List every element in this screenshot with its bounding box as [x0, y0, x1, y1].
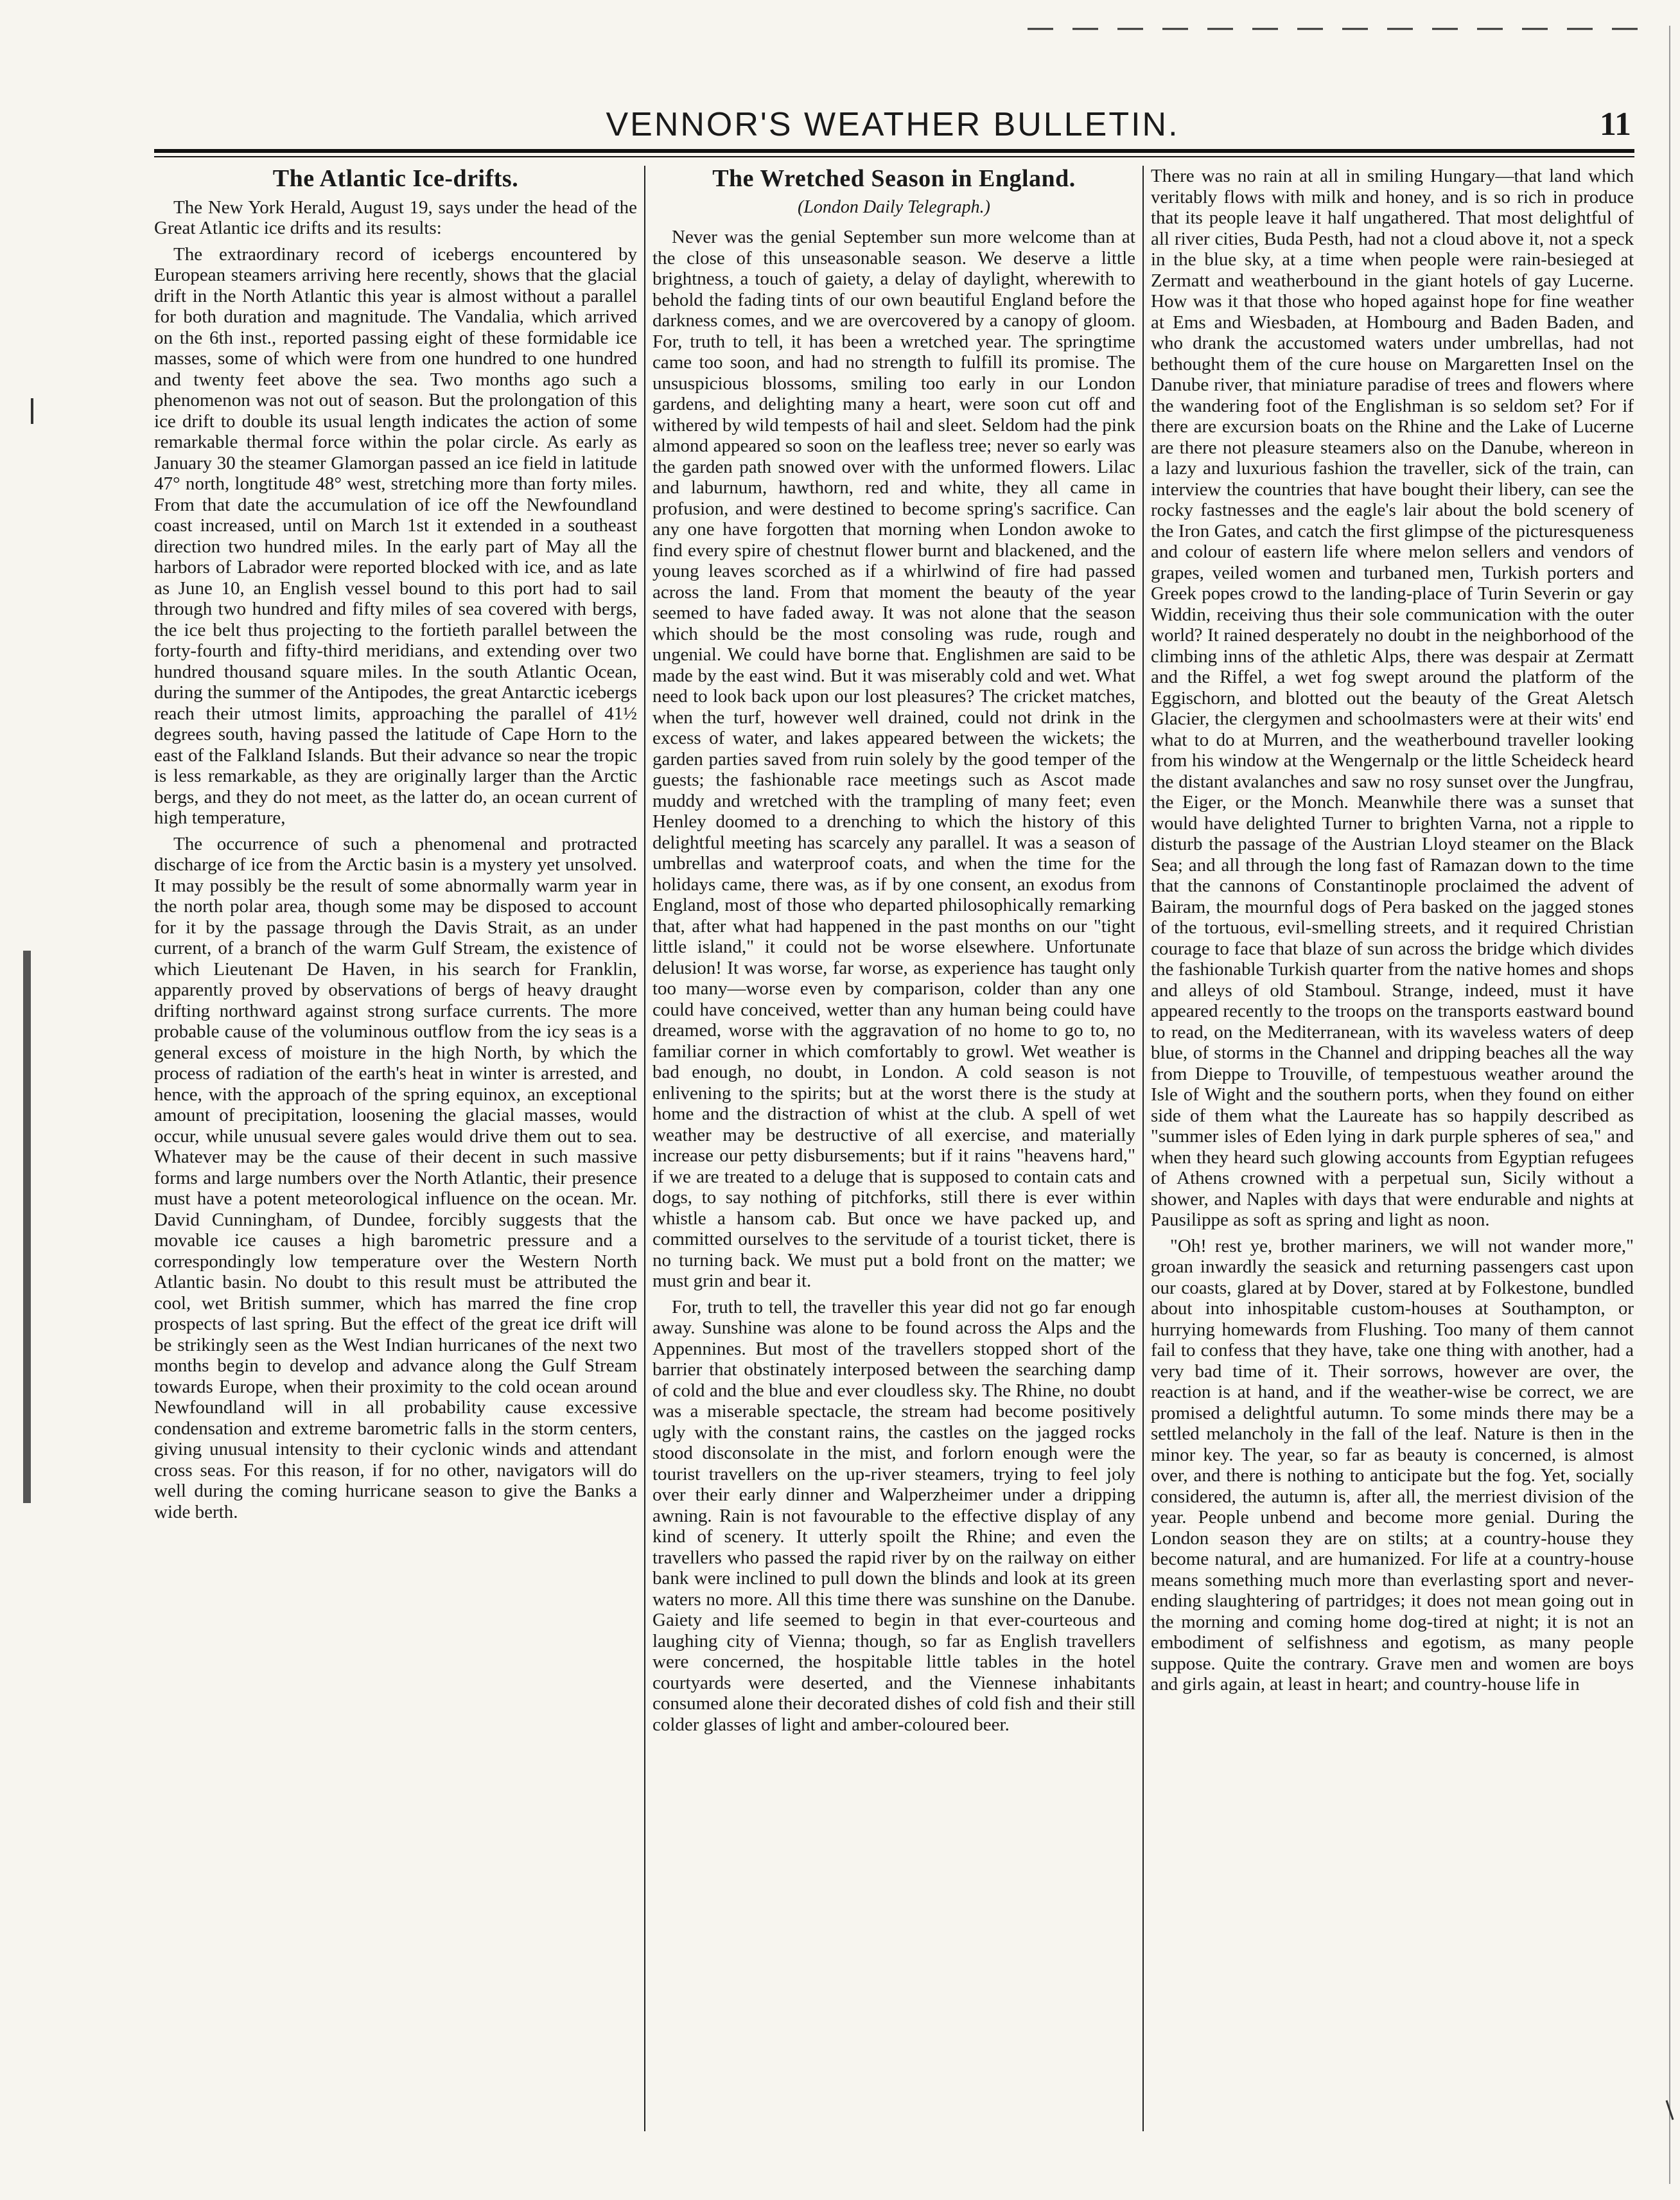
column-continuation: [1151, 166, 1634, 2141]
header-rule-thick: [154, 149, 1634, 153]
right-edge-tick: [1667, 2100, 1673, 2120]
paragraph: The occurrence of such a phenomenal and protracted discharge of ice from the Arctic basin is a mystery yet unsolved. It may possibly be the result of some abnormally warm year in the north polar area, though some may be disposed to account for it by the passage through the Davis Strait, as an under current, of a branch of the warm Gulf Stream, the existence of which Lieutenant De Haven, in his search for Franklin, apparently proved by observations of bergs of heavy draught drifting northward against strong surface currents. The more probable cause of the voluminous outflow from the icy seas is a general excess of moisture in the high North, by which the process of radiation of the earth's heat in winter is arrested, and hence, with the approach of the spring equinox, an exceptional amount of precipitation, loosening the glacial masses, would occur, while unusual severe gales would drive them out to sea. Whatever may be the cause of their decent in such massive forms and large numbers over the North Atlantic, their presence must have a potent meteorological influence on the ocean. Mr. David Cunningham, of Dundee, forcibly suggests that the movable ice causes a high barometric pressure and a correspondingly low temperature over the Western North Atlantic basin. No doubt to this result must be attributed the cool, wet British summer, which has marred the fine crop prospects of last spring. But the effect of the great ice drift will be strikingly seen as the West Indian hurricanes of the next two months begin to develop and advance along the Gulf Stream towards Europe, when their proximity to the cold ocean around Newfoundland will in all probability cause excessive condensation and extreme barometric falls in the storm centers, giving unusual intensity to their cyclonic winds and attendant cross seas. For this reason, if for no other, navigators will do well during the coming hurricane season to give the Banks a wide berth.: [154, 833, 637, 1522]
header-rule-thin: [154, 156, 1634, 157]
paragraph: The extraordinary record of icebergs encountered by European steamers arriving here recently, shows that the glacial drift in the North Atlantic this year is almost without a parallel for both duration and magnitude. The Vandalia, which arrived on the 6th inst., reported passing eight of these formidable ice masses, some of which were from one hundred to one hundred and twenty feet above the sea. Two months ago such a phenomenon was not out of season. But the prolongation of this ice drift to double its usual length indicates the action of some remarkable thermal force within the polar circle. As early as January 30 the steamer Glamorgan passed an ice field in latitude 47° north, longtitude 48° west, stretching more than forty miles. From that date the accumulation of ice off the Newfoundland coast increased, until on March 1st it extended in a southeast direction two hundred miles. In the early part of May all the harbors of Labrador were reported blocked with ice, and as late as June 10, an English vessel bound to this port had to sail through two hundred and fifty miles of sea covered with bergs, the ice belt thus projecting to the fortieth parallel between the forty-fourth and fifty-third meridians, and extending over two hundred thousand square miles. In the south Atlantic Ocean, during the summer of the Antipodes, the great Antarctic icebergs reach their utmost limits, approaching the parallel of 41½ degrees south, having passed the latitude of Cape Horn to the east of the Falkland Islands. But their advance so near the tropic is less remarkable, as they are originally larger than the Arctic bergs, and they do not meet, as the latter do, an ocean current of high temperature,: [154, 243, 637, 828]
paragraph: Never was the genial September sun more welcome than at the close of this unseasonable season. We deserve a little brightness, a touch of gaiety, a delay of daylight, wherewith to behold the fading tints of our own beautiful England before the darkness comes, and we are overcovered by a canopy of gloom. For, truth to tell, it has been a wretched year. The springtime came too soon, and had no strength to fulfill its promise. The unsuspicious blossoms, smiling too early in our London gardens, and delighting many a heart, were soon cut off and withered by wild tempests of hail and sleet. Seldom had the pink almond appeared so soon on the leafless tree; never so early was the garden path snowed over with the unformed flowers. Lilac and laburnum, hawthorn, red and white, they all came in profusion, and were destined to become spring's sacrifice. Can any one have forgotten that morning when London awoke to find every spire of chestnut flower burnt and blackened, and the young leaves scorched as if a whirlwind of fire had passed across the land. From that moment the beauty of the year seemed to have faded away. It was not alone that the season which should be the most consoling was rude, rough and ungenial. We could have borne that. Englishmen are said to be made by the east wind. But it was miserably cold and wet. What need to look back upon our lost pleasures? The cricket matches, when the turf, however well drained, could not drink in the excess of water, and lakes appeared between the wickets; the garden parties saved from ruin solely by the good temper of the guests; the fashionable race meetings such as Ascot made muddy and wretched with the trampling of many feet; even Henley doomed to a drenching to which the history of this delightful meeting has scarcely any parallel. It was a season of umbrellas and waterproof coats, and when the time for the holidays came, there was, as if by one consent, an exodus from England, most of those who departed philosophically remarking that, after what had happened in the past months on our "tight little island," it could not be worse elsewhere. Unfortunate delusion! It was worse, far worse, as experience has taught only too many—worse even by comparison, colder than any one could have conceived, wetter than any human being could have dreamed, worse with the aggravation of no home to go to, no familiar corner in which comfortably to growl. Wet weather is bad enough, no doubt, in London. A cold season is not enlivening to the spirits; but at the worst there is the study at home and the distraction of whist at the club. A spell of wet weather may be destructive of all exercise, and materially increase our petty disbursements; but if it rains "heavens hard," if we are treated to a deluge that is supposed to contain cats and dogs, to say nothing of pitchforks, still there is ever within whistle a hansom cab. But once we have packed up, and committed ourselves to the servitude of a tourist ticket, there is no turning back. We must put a bold front on the matter; we must grin and bear it.: [652, 227, 1135, 1291]
article-source: (London Daily Telegraph.): [798, 197, 990, 217]
paragraph: There was no rain at all in smiling Hungary—that land which veritably flows with milk and honey, and is so rich in produce that its people leave it half ungathered. That most delightful of all river cities, Buda Pesth, had not a cloud above it, not a speck in the blue sky, at a time when people were rain-besieged at Zermatt and weatherbound in the giant hotels of gay Lucerne. How was it that those who hoped against hope for fine weather at Ems and Wiesbaden, at Hombourg and Baden Baden, and who drank the accustomed waters under umbrellas, had not bethought them of the cure house on Margaretten Insel on the Danube river, that miniature paradise of trees and flowers where the wandering foot of the Englishman is so seldom set? For if there are excursion boats on the Rhine and the Lake of Lucerne are there not pleasure steamers also on the Danube, whereon in a lazy and luxurious fashion the traveller, sick of the train, can interview the countries that have bought their libery, can see the rocky fastnesses and the eagle's lair about the bold scenery of the Iron Gates, and catch the first glimpse of the picturesqueness and colour of eastern life where melon sellers and vendors of grapes, veiled women and turbaned men, Turkish porters and Greek popes crowd to the landing-place of Turin Severin or gay Widdin, receiving thus their sole communication with the outer world? It rained desperately no doubt in the neighborhood of the climbing inns of the athletic Alps, there was despair at Zermatt and the Riffel, a wet fog swept around the platform of the Eggischorn, and blotted out the beauty of the Great Aletsch Glacier, the clergymen and schoolmasters were at their wits' end what to do at Murren, and the weatherbound traveller looking from his window at the Wengernalp or the little Scheideck heard the distant avalanches and saw no rosy sunset over the Jungfrau, the Eiger, or the Monch. Meanwhile there was a sunset that would have delighted Turner to brighten Varna, not a ripple to disturb the passage of the Austrian Lloyd steamer on the Black Sea; and all through the long fast of Ramazan down to the time that the cannons of Constantinople proclaimed the advent of Bairam, the mournful dogs of Pera basked on the jagged stones of the tortuous, evil-smelling streets, and it required Christian courage to face that blaze of sun across the bridge which divides the fashionable Turkish quarter from the native homes and shops and alleys of old Stamboul. Strange, indeed, must it have appeared recently to the troops on the transports eastward bound to read, on the Mediterranean, with its waveless waters of deep blue, of storms in the Channel and dripping beaches all the way from Dieppe to Trouville, of tempestuous weather around the Isle of Wight and the southern ports, when they found on either side of them what the Laureate has so happily described as "summer isles of Eden lying in dark purple spheres of sea," and when they heard such glowing accounts from Egyptian refugees of Athens crowned with a perpetual sun, Sicily without a shower, and Naples with days that were endurable and nights at Pausilippe as soft as spring and light as noon.: [1151, 166, 1634, 1230]
paragraph: The New York Herald, August 19, says under the head of the Great Atlantic ice drifts and its results:: [154, 197, 637, 238]
article-heading-wretched-season: The Wretched Season in England.: [712, 166, 1076, 192]
article-columns: [154, 166, 1634, 2141]
column-wretched-season: [652, 166, 1135, 2141]
paragraph: "Oh! rest ye, brother mariners, we will not wander more," groan inwardly the seasick and returning passengers cast upon our coasts, glared at by Dover, stared at by Folkestone, bundled about into inhospitable custom-houses at Southampton, or hurrying homewards from Flushing. Too many of them cannot fail to confess that they have, take one thing with another, had a very bad time of it. Their sorrows, however are over, the reaction is at hand, and if the weather-wise be correct, we are promised a delightful autumn. To some minds there may be a settled melancholy in the fall of the leaf. Nature is then in the minor key. The year, so far as beauty is concerned, is almost over, and there is nothing to anticipate but the fog. Yet, socially considered, the autumn is, after all, the merriest division of the year. People unbend and become more genial. During the London season they are on stilts; at a country-house they become natural, and are humanized. For life at a country-house means something much more than everlasting sport and never-ending slaughtering of partridges; it does not mean going out in the morning and coming home dog-tired at night; it is not an embodiment of selfishness and egotism, as many people suppose. Quite the contrary. Grave men and women are boys and girls again, at least in heart; and country-house life in: [1151, 1235, 1634, 1694]
left-edge-binding-mark: [23, 951, 31, 1503]
paragraph: For, truth to tell, the traveller this year did not go far enough away. Sunshine was alone to be found across the Alps and the Appennines. But most of the travellers stopped short of the barrier that obstinately interposed between the searching damp of cold and the blue and ever cloudless sky. The Rhine, no doubt was a miserable spectacle, the stream had become positively ugly with the constant rains, the castles on the jagged rocks stood disconsolate in the mist, and forlorn enough were the tourist travellers on the up-river steamers, trying to feel joly over their early dinner and Walperzheimer under a dripping awning. Rain is not favourable to the effective display of any kind of scenery. It utterly spoilt the Rhine; and even the travellers who passed the rapid river by on the railway on either bank were inclined to pull down the blinds and look at its green waters no more. All this time there was sunshine on the Danube. Gaiety and life seemed to begin in that ever-courteous and laughing city of Vienna; though, so far as English travellers were concerned, the hospitable little tables in the hotel courtyards were deserted, and the Viennese inhabitants consumed alone their decorated dishes of cold fish and their still colder glasses of light and amber-coloured beer.: [652, 1296, 1135, 1735]
article-heading-ice-drifts: The Atlantic Ice-drifts.: [272, 166, 519, 192]
column-atlantic-ice-drifts: [154, 166, 637, 2141]
page-number: 11: [1599, 106, 1631, 143]
running-title: VENNOR'S WEATHER BULLETIN.: [606, 106, 1180, 143]
page-header: [154, 96, 1631, 154]
